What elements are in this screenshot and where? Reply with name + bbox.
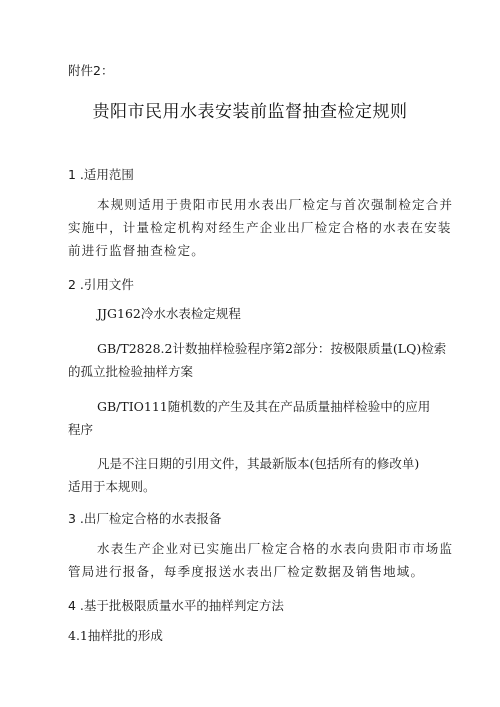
document-title: 贵阳市民用水表安装前监督抽查检定规则 bbox=[92, 102, 408, 122]
paragraph-line: 的孤立批检验抽样方案 bbox=[68, 364, 194, 379]
paragraph-line: 程序 bbox=[68, 422, 94, 437]
paragraph-line: 管局进行报备，每季度报送水表出厂检定数据及销售地域。 bbox=[68, 564, 425, 579]
paragraph-line: 前进行监督抽查检定。 bbox=[68, 243, 206, 258]
paragraph-line: GB/T2828.2计数抽样检验程序第2部分：按极限质量(LQ)检索 bbox=[97, 341, 447, 356]
section-heading-4: 4 .基于批极限质量水平的抽样判定方法 bbox=[68, 598, 284, 613]
paragraph-line: 水表生产企业对已实施出厂检定合格的水表向贵阳市市场监 bbox=[97, 541, 454, 556]
paragraph-line: 适用于本规则。 bbox=[68, 479, 156, 494]
paragraph-line: 实施中，计量检定机构对经生产企业出厂检定合格的水表在安装 bbox=[68, 220, 452, 235]
section-heading-2: 2 .引用文件 bbox=[68, 277, 134, 292]
section-heading-1: 1 .适用范围 bbox=[68, 167, 134, 182]
paragraph-line: JJG162冷水水表检定规程 bbox=[97, 306, 241, 321]
paragraph-line: GB/TIO111随机数的产生及其在产品质量抽样检验中的应用 bbox=[97, 399, 431, 414]
section-heading-3: 3 .出厂检定合格的水表报备 bbox=[68, 511, 222, 526]
subsection-heading: 4.1抽样批的形成 bbox=[68, 628, 163, 643]
paragraph-line: 本规则适用于贵阳市民用水表出厂检定与首次强制检定合并 bbox=[97, 197, 454, 212]
attachment-label: 附件2： bbox=[68, 63, 114, 78]
paragraph-line: 凡是不注日期的引用文件，其最新版本(包括所有的修改单) bbox=[97, 456, 420, 471]
